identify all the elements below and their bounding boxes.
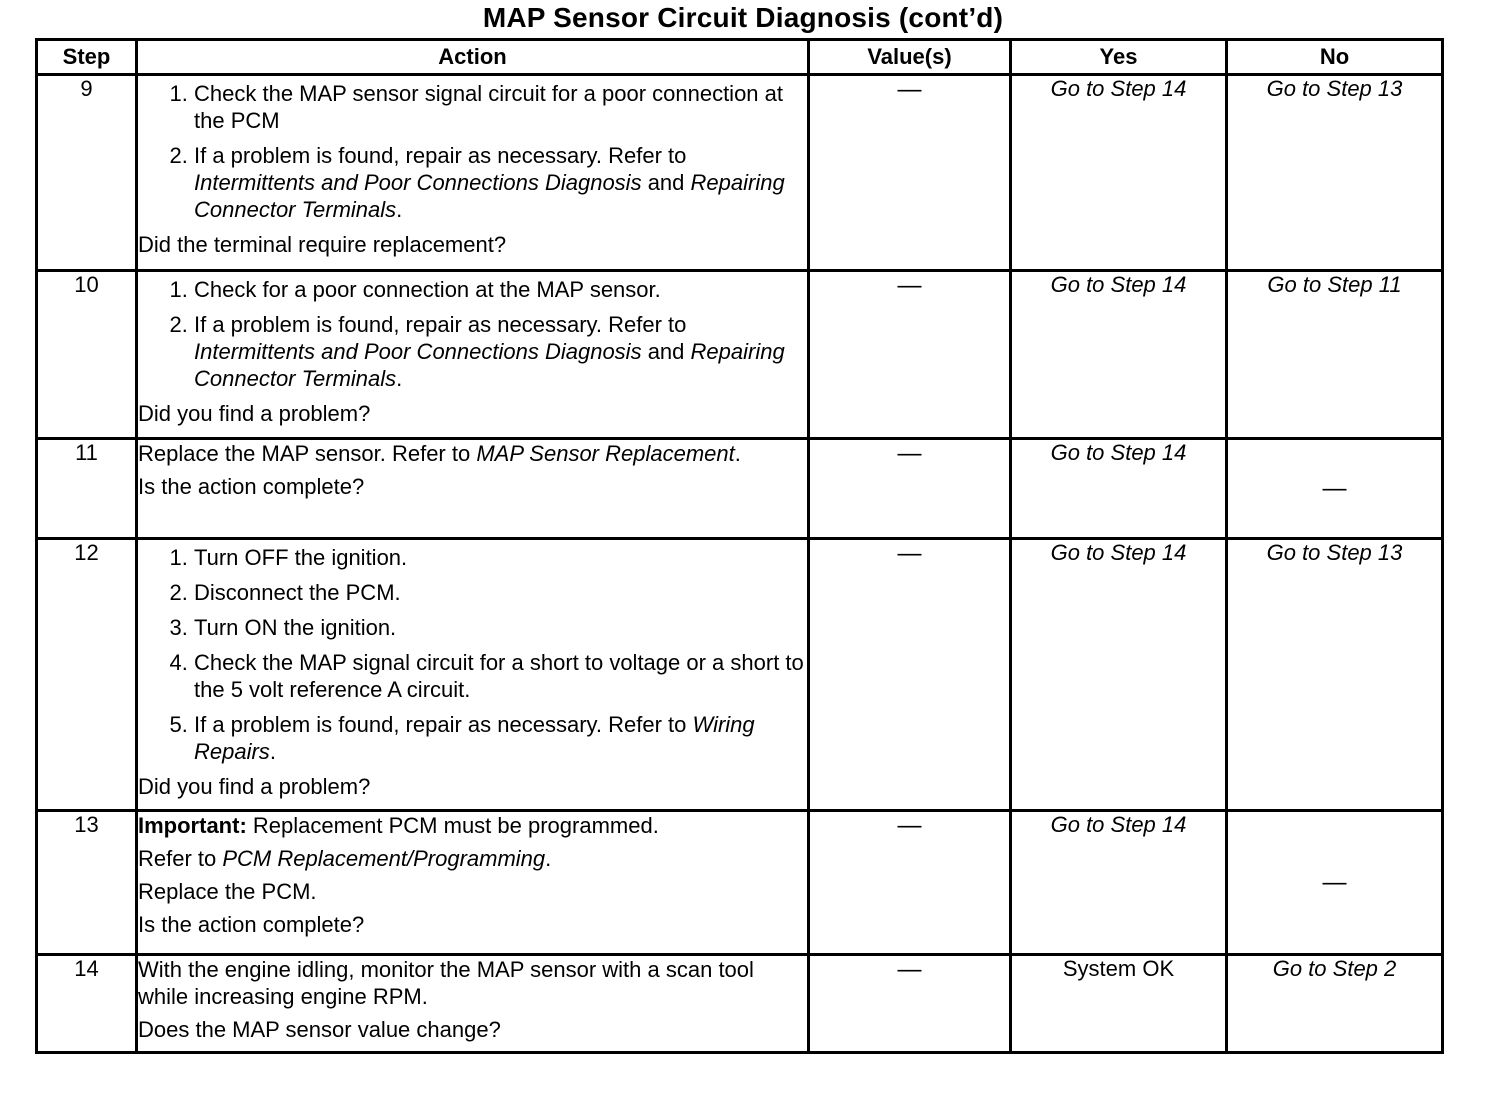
action-step-text: . (545, 846, 552, 871)
action-cell (137, 539, 809, 811)
action-step-text: If a problem is found, repair as necessary. Refer to (194, 312, 687, 337)
yes-result: Go to Step 14 (1011, 811, 1227, 955)
table-row (37, 439, 1443, 539)
action-step-text: . (269, 739, 276, 764)
no-result: Go to Step 13 (1227, 75, 1443, 271)
yes-result: System OK (1011, 955, 1227, 1053)
action-step (194, 544, 807, 571)
action-step-text: If a problem is found, repair as necessary. Refer to (194, 143, 687, 168)
manual-reference: Wiring Repairs (194, 712, 755, 764)
yes-result: Go to Step 14 (1011, 75, 1227, 271)
yes-result: Go to Step 14 (1011, 439, 1227, 539)
important-text: Replacement PCM must be programmed. (246, 813, 659, 838)
value-cell: — (809, 271, 1011, 439)
step-number: 14 (37, 955, 137, 1053)
table-row (37, 539, 1443, 811)
step-number: 13 (37, 811, 137, 955)
no-result: — (1227, 811, 1443, 955)
step-number: 9 (37, 75, 137, 271)
manual-reference: MAP Sensor Replacement (476, 441, 735, 466)
manual-reference: Intermittents and Poor Connections Diagnosis (194, 339, 642, 364)
step-number: 12 (37, 539, 137, 811)
action-cell (137, 955, 809, 1053)
action-question: Is the action complete? (138, 474, 365, 499)
yes-result: Go to Step 14 (1011, 271, 1227, 439)
action-step-text: . (734, 441, 741, 466)
column-header-yes: Yes (1011, 40, 1227, 75)
important-note (138, 812, 807, 839)
action-steps (138, 276, 807, 392)
action-question: Does the MAP sensor value change? (138, 1017, 501, 1042)
table-header-row (37, 40, 1443, 75)
diagnosis-table (35, 38, 1444, 1054)
action-text (138, 440, 807, 467)
action-steps (138, 80, 807, 223)
value-cell: — (809, 75, 1011, 271)
action-step-text: Turn OFF the ignition. (194, 545, 408, 570)
action-text (138, 845, 807, 872)
column-header-values: Value(s) (809, 40, 1011, 75)
action-step-text: Turn ON the ignition. (194, 615, 397, 640)
action-step (194, 80, 807, 134)
action-steps (138, 544, 807, 765)
page-title: MAP Sensor Circuit Diagnosis (cont’d) (482, 2, 1004, 33)
value-cell: — (809, 439, 1011, 539)
action-cell (137, 811, 809, 955)
column-header-step: Step (37, 40, 137, 75)
action-question: Is the action complete? (138, 912, 365, 937)
step-number: 11 (37, 439, 137, 539)
action-step-text: Disconnect the PCM. (194, 580, 401, 605)
action-question: Did you find a problem? (138, 401, 371, 426)
value-cell: — (809, 539, 1011, 811)
action-step-text: . (396, 197, 403, 222)
action-step-text: If a problem is found, repair as necessary. Refer to (194, 712, 693, 737)
table-row (37, 271, 1443, 439)
no-result: — (1227, 439, 1443, 539)
step-number: 10 (37, 271, 137, 439)
action-step (194, 142, 807, 223)
action-step-text: and (641, 170, 691, 195)
action-cell (137, 75, 809, 271)
action-question: Did the terminal require replacement? (138, 232, 507, 257)
action-step (194, 614, 807, 641)
manual-reference: Repairing Connector Terminals (194, 170, 785, 222)
no-result: Go to Step 2 (1227, 955, 1443, 1053)
action-step-text: Check for a poor connection at the MAP sensor. (194, 277, 661, 302)
action-step-text: Check the MAP signal circuit for a short to voltage or a short to the 5 volt reference A circuit. (194, 650, 804, 702)
table-row (37, 75, 1443, 271)
value-cell: — (809, 811, 1011, 955)
value-cell: — (809, 955, 1011, 1053)
table-row (37, 811, 1443, 955)
action-text: With the engine idling, monitor the MAP sensor with a scan tool while increasing engine RPM. (138, 957, 754, 1009)
column-header-no: No (1227, 40, 1443, 75)
action-step (194, 276, 807, 303)
no-result: Go to Step 13 (1227, 539, 1443, 811)
action-question: Did you find a problem? (138, 774, 371, 799)
action-step-text: and (641, 339, 691, 364)
manual-reference: Repairing Connector Terminals (194, 339, 785, 391)
action-step-text: Check the MAP sensor signal circuit for a poor connection at the PCM (194, 81, 784, 133)
table-row (37, 955, 1443, 1053)
column-header-action: Action (137, 40, 809, 75)
yes-result: Go to Step 14 (1011, 539, 1227, 811)
action-step (194, 649, 807, 703)
action-step (194, 311, 807, 392)
important-label: Important: (138, 813, 247, 838)
action-step-text: . (396, 366, 403, 391)
manual-reference: Intermittents and Poor Connections Diagnosis (194, 170, 642, 195)
manual-reference: PCM Replacement/Programming (222, 846, 546, 871)
action-cell (137, 271, 809, 439)
action-step-text: Replace the MAP sensor. Refer to (138, 441, 477, 466)
action-cell (137, 439, 809, 539)
no-result: Go to Step 11 (1227, 271, 1443, 439)
action-step (194, 579, 807, 606)
action-step-text: Refer to (138, 846, 223, 871)
action-text: Replace the PCM. (138, 879, 317, 904)
action-step (194, 711, 807, 765)
